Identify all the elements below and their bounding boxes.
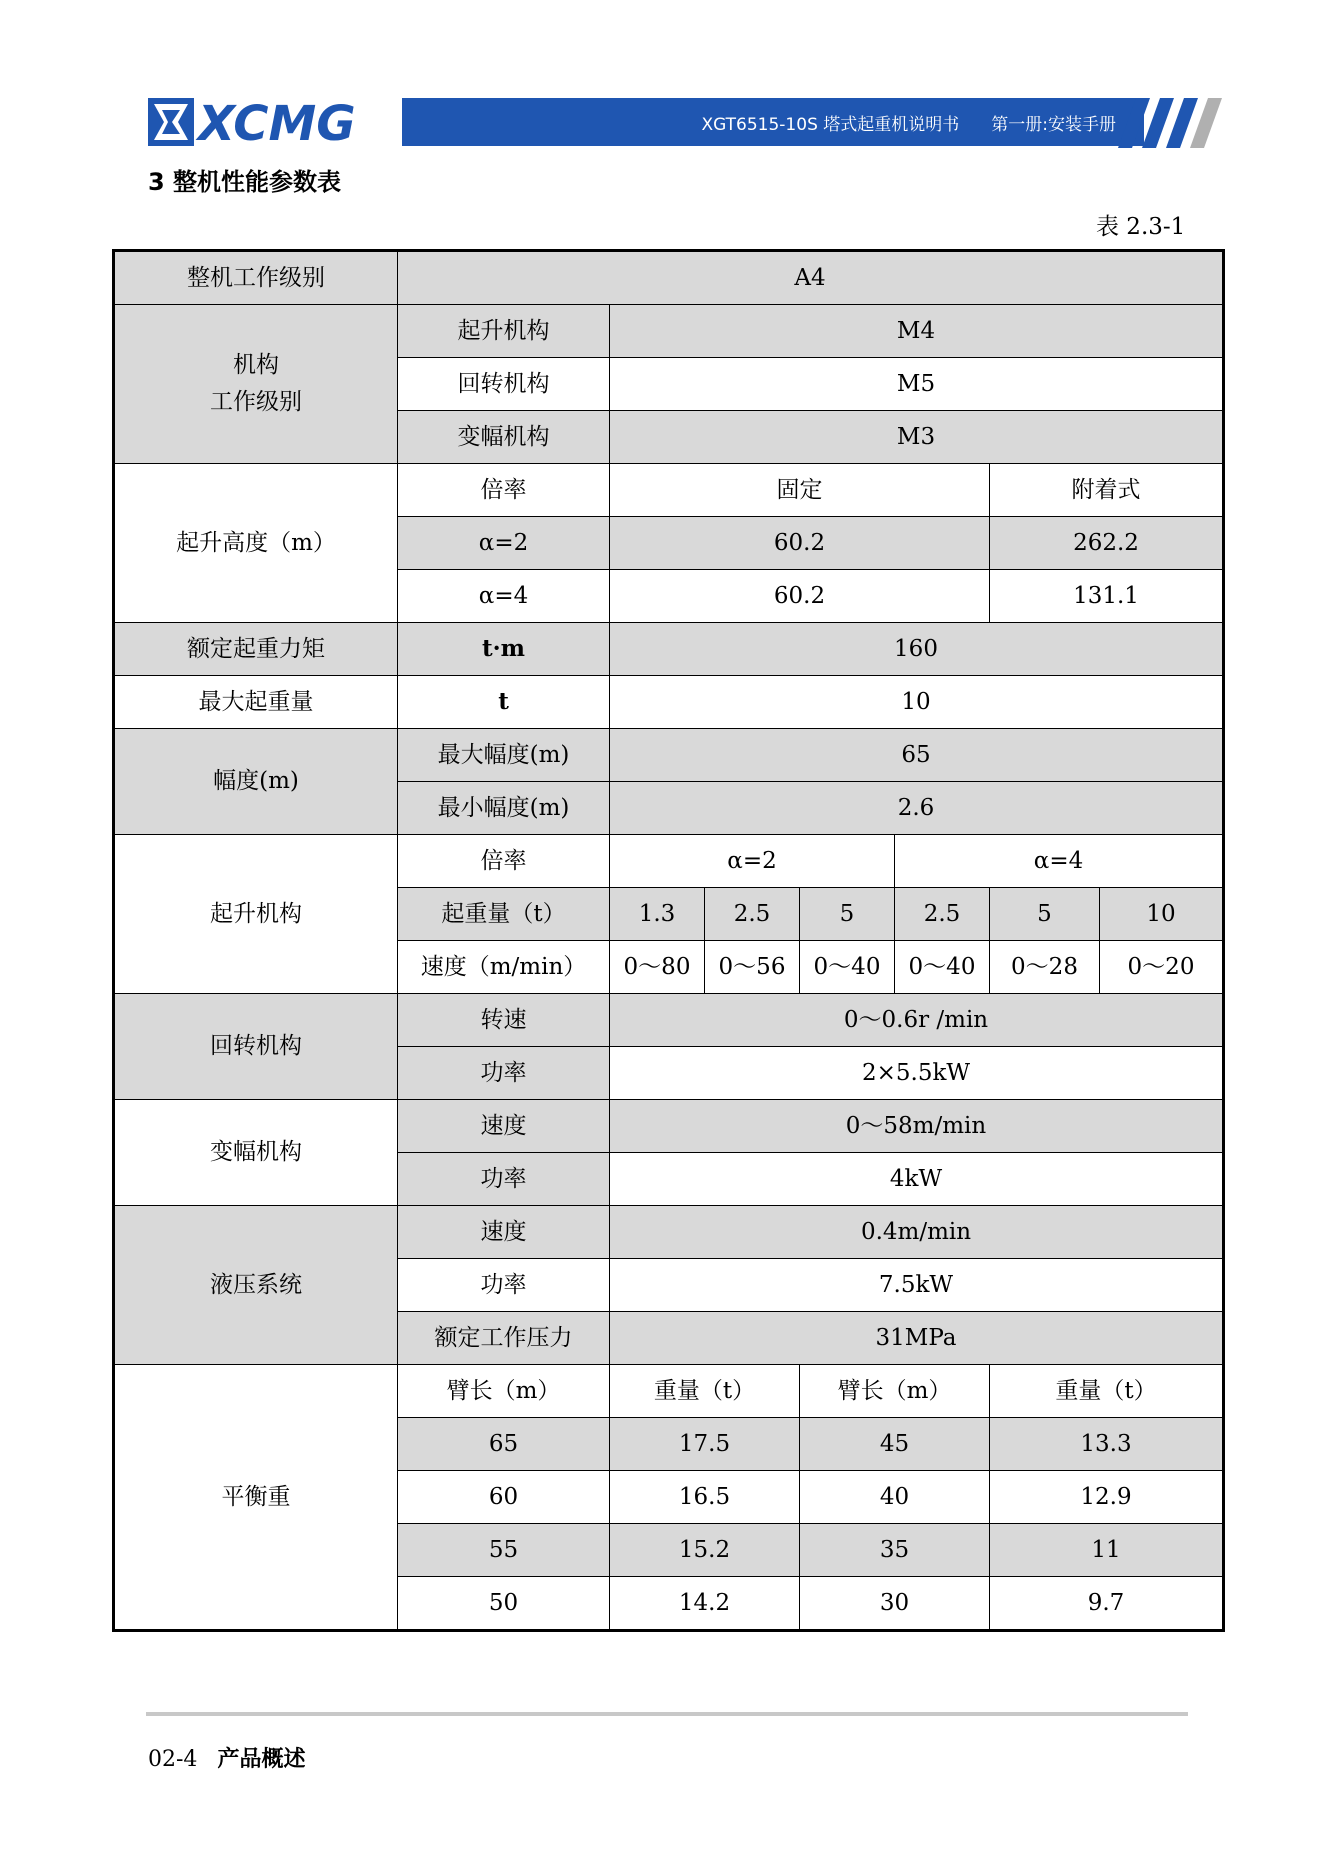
lift-height-rate: α=2 bbox=[398, 517, 610, 570]
hydraulic-value: 7.5kW bbox=[610, 1259, 1224, 1312]
hoist-load: 5 bbox=[990, 888, 1100, 941]
lift-height-header: 倍率 bbox=[398, 464, 610, 517]
mech-class-label: 机构 工作级别 bbox=[114, 305, 398, 464]
hoist-load: 2.5 bbox=[895, 888, 990, 941]
table-row bbox=[114, 835, 1224, 888]
hoist-label: 起升机构 bbox=[114, 835, 398, 994]
counterweight-cell: 40 bbox=[800, 1471, 990, 1524]
page-number: 02-4 bbox=[148, 1747, 198, 1772]
lift-height-fixed: 60.2 bbox=[610, 517, 990, 570]
counterweight-cell: 12.9 bbox=[990, 1471, 1224, 1524]
counterweight-label: 平衡重 bbox=[114, 1365, 398, 1631]
hoist-speed: 0～20 bbox=[1100, 941, 1224, 994]
table-label: 表 2.3-1 bbox=[1096, 214, 1186, 240]
slewing-value: 0～0.6r /min bbox=[610, 994, 1224, 1047]
hoist-speed-label: 速度（m/min） bbox=[398, 941, 610, 994]
counterweight-cell: 16.5 bbox=[610, 1471, 800, 1524]
hoist-load: 2.5 bbox=[705, 888, 800, 941]
radius-name: 最小幅度(m) bbox=[398, 782, 610, 835]
table-row bbox=[114, 251, 1224, 305]
counterweight-cell: 45 bbox=[800, 1418, 990, 1471]
mech-value: M3 bbox=[610, 411, 1224, 464]
counterweight-cell: 14.2 bbox=[610, 1577, 800, 1631]
table-row bbox=[114, 676, 1224, 729]
slewing-label: 回转机构 bbox=[114, 994, 398, 1100]
max-load-value: 10 bbox=[610, 676, 1224, 729]
radius-name: 最大幅度(m) bbox=[398, 729, 610, 782]
table-row bbox=[114, 1206, 1224, 1259]
svg-text:XCMG: XCMG bbox=[198, 98, 356, 146]
hoist-speed: 0～80 bbox=[610, 941, 705, 994]
lift-height-attached: 262.2 bbox=[990, 517, 1224, 570]
page-footer bbox=[148, 1742, 305, 1773]
hoist-speed: 0～56 bbox=[705, 941, 800, 994]
hoist-load: 1.3 bbox=[610, 888, 705, 941]
trolley-label: 变幅机构 bbox=[114, 1100, 398, 1206]
counterweight-cell: 11 bbox=[990, 1524, 1224, 1577]
trolley-value: 4kW bbox=[610, 1153, 1224, 1206]
lift-height-rate: α=4 bbox=[398, 570, 610, 623]
counterweight-header: 重量（t） bbox=[990, 1365, 1224, 1418]
chapter-title: 产品概述 bbox=[217, 1747, 306, 1772]
hoist-speed: 0～40 bbox=[895, 941, 990, 994]
hydraulic-name: 额定工作压力 bbox=[398, 1312, 610, 1365]
max-load-unit: t bbox=[398, 676, 610, 729]
xcmg-logo bbox=[148, 98, 378, 146]
hoist-load-label: 起重量（t） bbox=[398, 888, 610, 941]
hoist-speed: 0～40 bbox=[800, 941, 895, 994]
decorative-slashes-icon bbox=[1118, 96, 1230, 150]
counterweight-cell: 65 bbox=[398, 1418, 610, 1471]
hoist-rate-label: 倍率 bbox=[398, 835, 610, 888]
hydraulic-name: 功率 bbox=[398, 1259, 610, 1312]
section-title: 3 整机性能参数表 bbox=[148, 168, 342, 196]
trolley-name: 速度 bbox=[398, 1100, 610, 1153]
counterweight-header: 臂长（m） bbox=[398, 1365, 610, 1418]
rated-moment-label: 额定起重力矩 bbox=[114, 623, 398, 676]
hydraulic-value: 0.4m/min bbox=[610, 1206, 1224, 1259]
radius-value: 65 bbox=[610, 729, 1224, 782]
mech-name: 变幅机构 bbox=[398, 411, 610, 464]
rated-moment-unit: t·m bbox=[398, 623, 610, 676]
hydraulic-value: 31MPa bbox=[610, 1312, 1224, 1365]
mech-value: M5 bbox=[610, 358, 1224, 411]
footer-divider bbox=[146, 1712, 1188, 1716]
counterweight-cell: 55 bbox=[398, 1524, 610, 1577]
hoist-rate-a4: α=4 bbox=[895, 835, 1224, 888]
counterweight-cell: 17.5 bbox=[610, 1418, 800, 1471]
counterweight-header: 臂长（m） bbox=[800, 1365, 990, 1418]
slewing-value: 2×5.5kW bbox=[610, 1047, 1224, 1100]
counterweight-cell: 9.7 bbox=[990, 1577, 1224, 1631]
table-row bbox=[114, 623, 1224, 676]
volume-title: 第一册:安装手册 bbox=[991, 114, 1116, 135]
doc-title: XGT6515-10S 塔式起重机说明书 bbox=[701, 114, 960, 135]
mech-value: M4 bbox=[610, 305, 1224, 358]
counterweight-cell: 60 bbox=[398, 1471, 610, 1524]
mech-name: 起升机构 bbox=[398, 305, 610, 358]
trolley-name: 功率 bbox=[398, 1153, 610, 1206]
slewing-name: 功率 bbox=[398, 1047, 610, 1100]
hydraulic-name: 速度 bbox=[398, 1206, 610, 1259]
hoist-rate-a2: α=2 bbox=[610, 835, 895, 888]
counterweight-header: 重量（t） bbox=[610, 1365, 800, 1418]
hoist-speed: 0～28 bbox=[990, 941, 1100, 994]
counterweight-cell: 15.2 bbox=[610, 1524, 800, 1577]
lift-height-fixed: 60.2 bbox=[610, 570, 990, 623]
table-row bbox=[114, 1365, 1224, 1418]
lift-height-label: 起升高度（m） bbox=[114, 464, 398, 623]
counterweight-cell: 50 bbox=[398, 1577, 610, 1631]
work-class-label: 整机工作级别 bbox=[114, 251, 398, 305]
table-row bbox=[114, 305, 1224, 358]
lift-height-header: 附着式 bbox=[990, 464, 1224, 517]
lift-height-attached: 131.1 bbox=[990, 570, 1224, 623]
performance-table bbox=[112, 249, 1225, 1632]
rated-moment-value: 160 bbox=[610, 623, 1224, 676]
lift-height-header: 固定 bbox=[610, 464, 990, 517]
max-load-label: 最大起重量 bbox=[114, 676, 398, 729]
trolley-value: 0～58m/min bbox=[610, 1100, 1224, 1153]
counterweight-cell: 35 bbox=[800, 1524, 990, 1577]
radius-value: 2.6 bbox=[610, 782, 1224, 835]
hydraulic-label: 液压系统 bbox=[114, 1206, 398, 1365]
counterweight-cell: 30 bbox=[800, 1577, 990, 1631]
radius-label: 幅度(m) bbox=[114, 729, 398, 835]
table-row bbox=[114, 729, 1224, 782]
hoist-load: 5 bbox=[800, 888, 895, 941]
mech-name: 回转机构 bbox=[398, 358, 610, 411]
slewing-name: 转速 bbox=[398, 994, 610, 1047]
work-class-value: A4 bbox=[398, 251, 1224, 305]
table-row bbox=[114, 994, 1224, 1047]
table-row bbox=[114, 1100, 1224, 1153]
header-banner bbox=[402, 98, 1144, 146]
table-row bbox=[114, 464, 1224, 517]
counterweight-cell: 13.3 bbox=[990, 1418, 1224, 1471]
hoist-load: 10 bbox=[1100, 888, 1224, 941]
